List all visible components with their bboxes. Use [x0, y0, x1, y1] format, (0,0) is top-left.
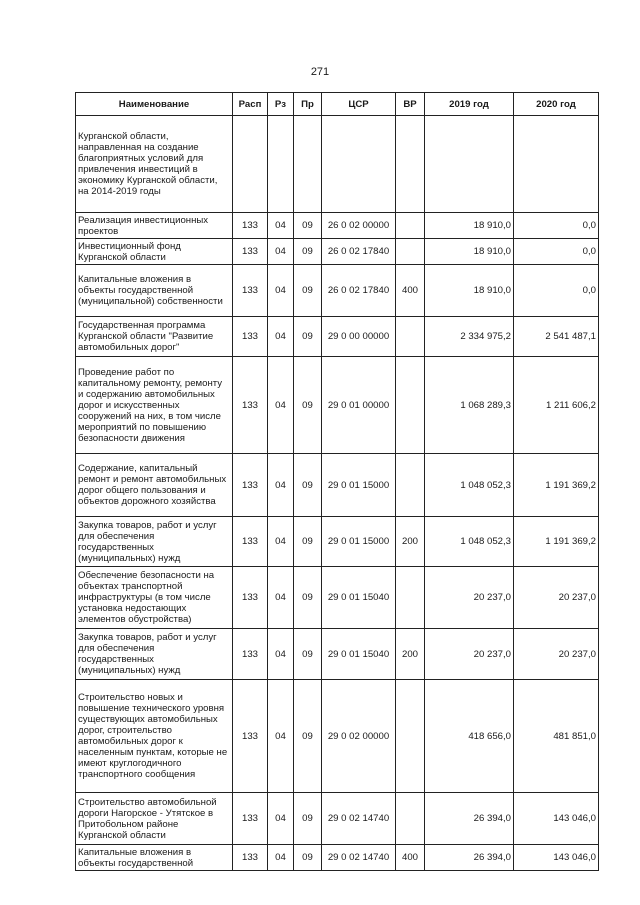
row-rz: 04 — [268, 517, 294, 567]
row-csr: 29 0 02 14740 — [322, 793, 396, 845]
row-csr: 29 0 01 15040 — [322, 567, 396, 629]
row-name: Обеспечение безопасности на объектах транспортной инфраструктуры (в том числе установка недостающих элементов обустройства) — [76, 567, 233, 629]
row-vr — [396, 213, 425, 239]
row-2020: 0,0 — [514, 265, 599, 317]
row-name: Государственная программа Курганской области "Развитие автомобильных дорог" — [76, 317, 233, 357]
row-csr: 26 0 02 17840 — [322, 265, 396, 317]
header-name: Наименование — [76, 93, 233, 116]
row-rasp: 133 — [233, 845, 268, 871]
table-row — [76, 116, 599, 213]
table-row — [76, 357, 599, 454]
table-row — [76, 213, 599, 239]
row-name: Капитальные вложения в объекты государственной (муниципальной) собственности — [76, 265, 233, 317]
row-rz: 04 — [268, 567, 294, 629]
row-2019: 26 394,0 — [425, 845, 514, 871]
row-vr — [396, 357, 425, 454]
table-row — [76, 567, 599, 629]
row-2019: 1 048 052,3 — [425, 454, 514, 517]
table-row — [76, 317, 599, 357]
row-name: Проведение работ по капитальному ремонту, ремонту и содержанию автомобильных дорог и искусственных сооружений на них, в том числе мероприятий по повышению безопасности движения — [76, 357, 233, 454]
row-pr: 09 — [294, 793, 322, 845]
header-rz: Рз — [268, 93, 294, 116]
row-pr: 09 — [294, 265, 322, 317]
row-2020: 143 046,0 — [514, 793, 599, 845]
header-vr: ВР — [396, 93, 425, 116]
row-vr — [396, 116, 425, 213]
row-csr: 29 0 01 15000 — [322, 517, 396, 567]
row-csr: 29 0 01 15000 — [322, 454, 396, 517]
row-2020: 1 191 369,2 — [514, 454, 599, 517]
row-rz: 04 — [268, 454, 294, 517]
row-vr: 200 — [396, 517, 425, 567]
row-2020: 20 237,0 — [514, 629, 599, 680]
row-vr — [396, 454, 425, 517]
row-name: Содержание, капитальный ремонт и ремонт автомобильных дорог общего пользования и объектов дорожного хозяйства — [76, 454, 233, 517]
row-2019: 26 394,0 — [425, 793, 514, 845]
row-pr: 09 — [294, 629, 322, 680]
row-vr: 400 — [396, 265, 425, 317]
table-row — [76, 265, 599, 317]
row-rz: 04 — [268, 213, 294, 239]
table-row — [76, 517, 599, 567]
row-2019 — [425, 116, 514, 213]
row-rasp: 133 — [233, 213, 268, 239]
row-pr: 09 — [294, 680, 322, 793]
row-rasp: 133 — [233, 357, 268, 454]
row-2020: 143 046,0 — [514, 845, 599, 871]
row-2019: 18 910,0 — [425, 265, 514, 317]
row-2019: 20 237,0 — [425, 629, 514, 680]
row-rasp: 133 — [233, 265, 268, 317]
row-csr: 29 0 00 00000 — [322, 317, 396, 357]
row-rasp: 133 — [233, 567, 268, 629]
row-pr: 09 — [294, 239, 322, 265]
row-pr: 09 — [294, 567, 322, 629]
row-pr: 09 — [294, 213, 322, 239]
row-name: Реализация инвестиционных проектов — [76, 213, 233, 239]
row-name: Строительство новых и повышение технического уровня существующих автомобильных дорог, строительство автомобильных дорог к населенным пунктам, которые не имеют круглогодичного транспортного сообщения — [76, 680, 233, 793]
row-2020: 0,0 — [514, 239, 599, 265]
row-rasp: 133 — [233, 793, 268, 845]
row-pr: 09 — [294, 517, 322, 567]
table-row — [76, 680, 599, 793]
row-vr — [396, 239, 425, 265]
row-csr — [322, 116, 396, 213]
row-rasp: 133 — [233, 239, 268, 265]
row-csr: 29 0 02 14740 — [322, 845, 396, 871]
row-name: Инвестиционный фонд Курганской области — [76, 239, 233, 265]
row-2019: 18 910,0 — [425, 213, 514, 239]
row-name: Курганской области, направленная на создание благоприятных условий для привлечения инвестиций в экономику Курганской области, на 2014-2019 годы — [76, 116, 233, 213]
table-header-row — [76, 93, 599, 116]
row-csr: 26 0 02 17840 — [322, 239, 396, 265]
row-2020: 2 541 487,1 — [514, 317, 599, 357]
row-rasp — [233, 116, 268, 213]
row-2020: 481 851,0 — [514, 680, 599, 793]
row-rz: 04 — [268, 317, 294, 357]
row-rasp: 133 — [233, 317, 268, 357]
header-2020: 2020 год — [514, 93, 599, 116]
row-vr — [396, 793, 425, 845]
budget-table — [75, 92, 599, 871]
row-vr: 400 — [396, 845, 425, 871]
row-csr: 29 0 02 00000 — [322, 680, 396, 793]
row-csr: 29 0 01 00000 — [322, 357, 396, 454]
row-2019: 1 048 052,3 — [425, 517, 514, 567]
row-rasp: 133 — [233, 680, 268, 793]
row-2019: 418 656,0 — [425, 680, 514, 793]
row-csr: 29 0 01 15040 — [322, 629, 396, 680]
row-rasp: 133 — [233, 454, 268, 517]
row-vr — [396, 680, 425, 793]
row-2020 — [514, 116, 599, 213]
row-name: Закупка товаров, работ и услуг для обеспечения государственных (муниципальных) нужд — [76, 517, 233, 567]
header-csr: ЦСР — [322, 93, 396, 116]
header-rasp: Расп — [233, 93, 268, 116]
page-number: 271 — [310, 66, 330, 78]
row-rz: 04 — [268, 265, 294, 317]
header-2019: 2019 год — [425, 93, 514, 116]
row-rz: 04 — [268, 239, 294, 265]
row-2020: 1 211 606,2 — [514, 357, 599, 454]
row-name: Капитальные вложения в объекты государственной — [76, 845, 233, 871]
table-row — [76, 793, 599, 845]
row-rz: 04 — [268, 357, 294, 454]
row-csr: 26 0 02 00000 — [322, 213, 396, 239]
row-name: Строительство автомобильной дороги Нагорское - Утятское в Притобольном районе Курганской области — [76, 793, 233, 845]
row-pr: 09 — [294, 357, 322, 454]
row-rasp: 133 — [233, 629, 268, 680]
row-pr — [294, 116, 322, 213]
row-rz: 04 — [268, 680, 294, 793]
row-2020: 1 191 369,2 — [514, 517, 599, 567]
row-pr: 09 — [294, 845, 322, 871]
row-vr — [396, 317, 425, 357]
table-row — [76, 629, 599, 680]
row-rz: 04 — [268, 793, 294, 845]
row-vr — [396, 567, 425, 629]
table-row — [76, 454, 599, 517]
header-pr: Пр — [294, 93, 322, 116]
row-vr: 200 — [396, 629, 425, 680]
row-name: Закупка товаров, работ и услуг для обеспечения государственных (муниципальных) нужд — [76, 629, 233, 680]
row-2020: 0,0 — [514, 213, 599, 239]
row-2019: 20 237,0 — [425, 567, 514, 629]
row-rasp: 133 — [233, 517, 268, 567]
row-pr: 09 — [294, 454, 322, 517]
row-2019: 2 334 975,2 — [425, 317, 514, 357]
table-row — [76, 239, 599, 265]
row-rz — [268, 116, 294, 213]
row-2019: 18 910,0 — [425, 239, 514, 265]
table-row — [76, 845, 599, 871]
row-rz: 04 — [268, 629, 294, 680]
row-2019: 1 068 289,3 — [425, 357, 514, 454]
row-pr: 09 — [294, 317, 322, 357]
row-rz: 04 — [268, 845, 294, 871]
row-2020: 20 237,0 — [514, 567, 599, 629]
